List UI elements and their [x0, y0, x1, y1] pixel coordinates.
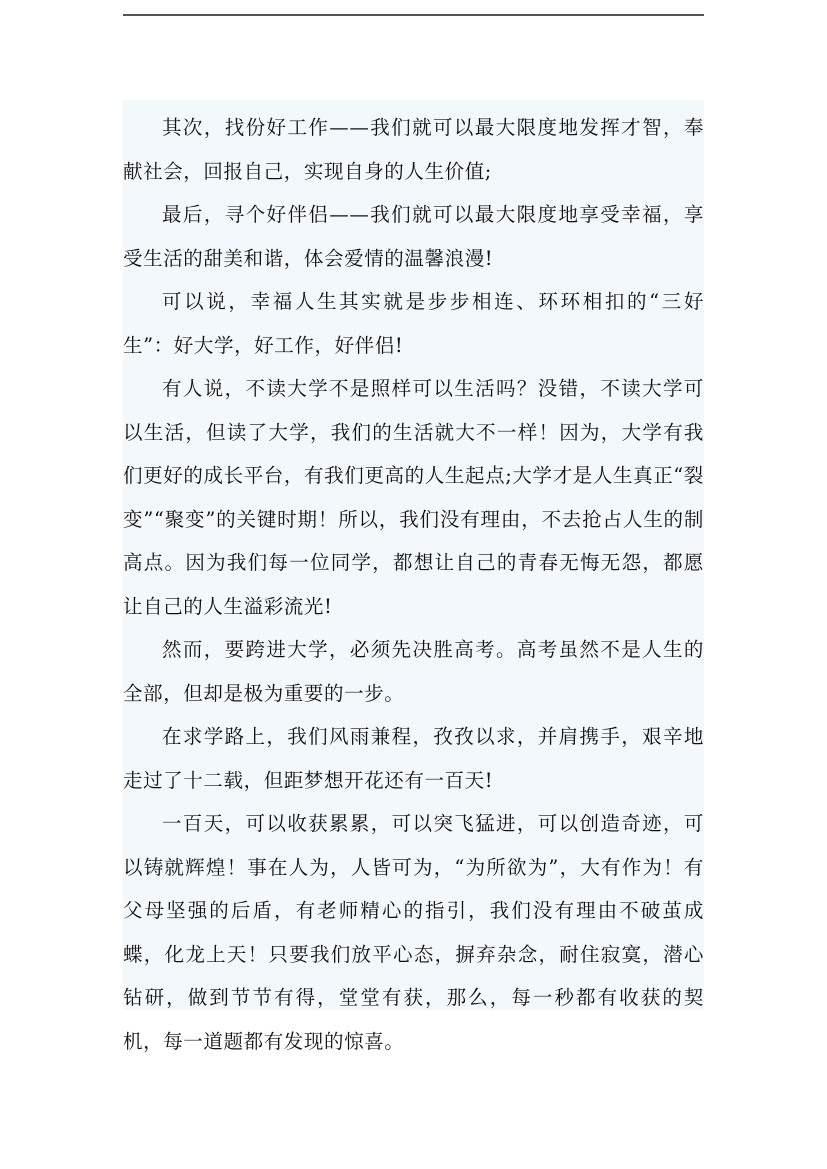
paragraph: 然而，要跨进大学，必须先决胜高考。高考虽然不是人生的全部，但却是极为重要的一步。: [123, 638, 704, 705]
paragraph: 最后，寻个好伴侣——我们就可以最大限度地享受幸福，享受生活的甜美和谐，体会爱情的温馨浪漫!: [123, 203, 704, 270]
header-rule: [123, 14, 704, 16]
paragraph: 其次，找份好工作——我们就可以最大限度地发挥才智，奉献社会，回报自己，实现自身的人生价值;: [123, 116, 704, 183]
paragraph: 可以说，幸福人生其实就是步步相连、环环相扣的“三好生”：好大学，好工作，好伴侣!: [123, 290, 704, 357]
document-body: [123, 100, 704, 1053]
paragraph: 一百天，可以收获累累，可以突飞猛进，可以创造奇迹，可以铸就辉煌！事在人为，人皆可为，“为所欲为”，大有作为！有父母坚强的后盾，有老师精心的指引，我们没有理由不破茧成蝶，化龙上天！只要我们放平心态，摒弃杂念，耐住寂寞，潜心钻研，做到节节有得，堂堂有获，那么，每一秒都有收获的契机，每一道题都有发现的惊喜。: [123, 812, 704, 1053]
paragraph: 有人说，不读大学不是照样可以生活吗？没错，不读大学可以生活，但读了大学，我们的生活就大不一样！因为，大学有我们更好的成长平台，有我们更高的人生起点;大学才是人生真正“裂变”“聚变”的关键时期！所以，我们没有理由，不去抢占人生的制高点。因为我们每一位同学，都想让自己的青春无悔无怨，都愿让自己的人生溢彩流光!: [123, 377, 704, 618]
paragraph: 在求学路上，我们风雨兼程，孜孜以求，并肩携手，艰辛地走过了十二载，但距梦想开花还有一百天!: [123, 725, 704, 792]
